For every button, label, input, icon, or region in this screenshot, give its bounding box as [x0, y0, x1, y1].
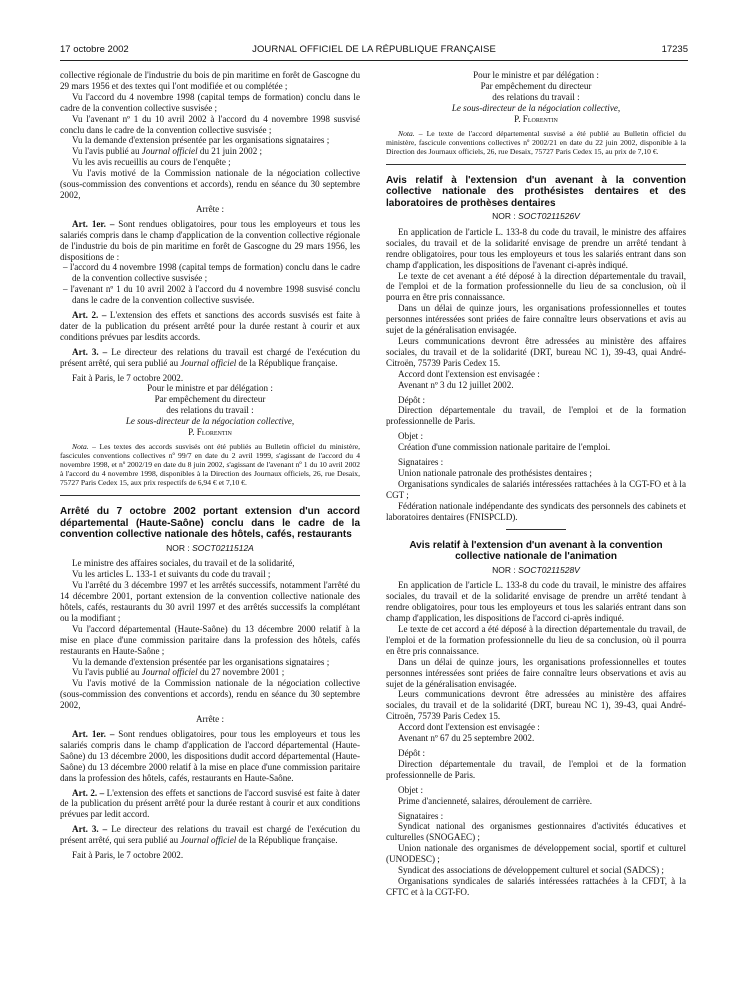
paragraph: Leurs communications devront être adressées au ministère des affaires sociales, du travail et de la solidarité (DRT, bureau NC 1), 39-43, quai André-Citroën, 75739 Paris Cedex 15. [386, 689, 686, 722]
paragraph: Avenant nº 3 du 12 juillet 2002. [398, 379, 514, 390]
fait-line: Fait à Paris, le 7 octobre 2002. [72, 372, 184, 383]
right-column [386, 70, 686, 898]
paragraph: Direction départementale du travail, de l'emploi et de la formation professionnelle de Paris. [386, 405, 686, 427]
section-title: Avis relatif à l'extension d'un avenant à la convention collective nationale de l'animation [409, 539, 663, 562]
paragraph: Vu l'avis publié au Journal officiel du 27 novembre 2001 ; [72, 667, 285, 678]
signature-line: Par empêchement du directeur [154, 394, 266, 405]
header-date: 17 octobre 2002 [60, 44, 129, 55]
paragraph: Avenant nº 67 du 25 septembre 2002. [398, 733, 535, 744]
paragraph: Leurs communications devront être adressées au ministère des affaires sociales, du travail et de la solidarité (DRT, bureau NC 1), 39-43, quai André-Citroën, 75739 Paris Cedex 15. [386, 336, 686, 368]
list-item: – l'accord du 4 novembre 1998 (capital temps de formation) conclu dans le cadre de la convention collective susvisée ; [63, 262, 360, 284]
paragraph: Dans un délai de quinze jours, les organisations professionnelles et toutes personnes intéressées sont priées de faire connaître leurs observations et avis au sujet de la généralisation envisagée. [386, 656, 686, 689]
nor-reference: NOR : SOCT0211528V [492, 564, 580, 575]
signature-title: Le sous-directeur de la négociation collective, [125, 416, 295, 427]
paragraph: Accord dont l'extension est envisagée : [398, 722, 540, 733]
paragraph: Vu la demande d'extension présentée par les organisations signataires ; [72, 135, 330, 146]
paragraph: Fédération nationale indépendante des syndicats des personnels des cabinets et laboratoires dentaires (FNISPCLD). [386, 500, 686, 522]
article-3: Art. 3. – Le directeur des relations du travail est chargé de l'exécution du présent arrêté, qui sera publié au Journal officiel de la République française. [60, 346, 360, 368]
header-page-number: 17235 [661, 44, 688, 55]
fait-line: Fait à Paris, le 7 octobre 2002. [72, 850, 184, 861]
article-1: Art. 1er. – Sont rendues obligatoires, pour tous les employeurs et tous les salariés compris dans le champ d'application de la convention collective régionale de l'industrie du bois de pin maritime en forêt de Gascogne du 29 mars 1956, les dispositions de : [60, 218, 360, 262]
paragraph: Création d'une commission nationale paritaire de l'emploi. [398, 442, 611, 453]
signature-line: des relations du travail : [492, 91, 580, 102]
paragraph: Prime d'ancienneté, salaires, déroulement de carrière. [398, 795, 593, 806]
paragraph: Direction départementale du travail, de l'emploi et de la formation professionnelle de Paris. [386, 758, 686, 780]
nor-reference: NOR : SOCT0211526V [492, 211, 580, 222]
paragraph: Syndicat des associations de développement culturel et social (SADCS) ; [398, 865, 664, 876]
paragraph: Vu les articles L. 133-1 et suivants du code du travail ; [72, 569, 271, 580]
article-2: Art. 2. – L'extension des effets et sanctions des accords susvisés est faite à dater de la publication du présent arrêté pour la durée restant à courir et aux conditions prévues par lesdits accords. [60, 310, 360, 342]
signature-name: P. Florentin [188, 427, 232, 438]
paragraph: Vu l'accord du 4 novembre 1998 (capital temps de formation) conclu dans le cadre de la convention collective susvisée ; [60, 91, 360, 113]
article-1: Art. 1er. – Sont rendues obligatoires, pour tous les employeurs et tous les salariés compris dans le champ d'application de l'accord départemental (Haute-Saône) du 13 décembre 2000, les dispositions dudit accord départemental (Haute-Saône) du 13 décembre 2000 relatif à la mise en place d'une commission paritaire dans la profession des hôtels, cafés, restaurants en Haute-Saône. [60, 729, 360, 783]
header-rule [60, 60, 688, 61]
nor-reference: NOR : SOCT0211512A [166, 542, 254, 553]
signature-title: Le sous-directeur de la négociation collective, [451, 102, 621, 113]
paragraph: Accord dont l'extension est envisagée : [398, 368, 540, 379]
paragraph: Le texte de cet avenant a été déposé à la direction départementale du travail, de l'emploi et de la formation professionnelle du lieu de sa conclusion, où il pourra en être pris connaissance. [386, 270, 686, 303]
paragraph: Union nationale des organismes de développement social, sportif et culturel (UNODESC) ; [386, 843, 686, 865]
paragraph: Dépôt : [398, 394, 426, 405]
paragraph: Vu l'avis publié au Journal officiel du 21 juin 2002 ; [72, 146, 263, 157]
paragraph: Organisations syndicales de salariés intéressées rattachées à la CGT-FO et à la CGT ; [386, 478, 686, 500]
left-column [60, 70, 360, 861]
paragraph: Vu l'arrêté du 3 décembre 1997 et les arrêtés successifs, notamment l'arrêté du 14 décembre 2001, portant extension de la convention collective nationale des hôtels, cafés, restaurants du 30 avril 1997 et des arrêtés successifs la complétant ou la modifiant ; [60, 580, 360, 623]
paragraph: Vu l'avis motivé de la Commission nationale de la négociation collective (sous-commission des conventions et accords), rendu en séance du 30 septembre 2002, [60, 168, 360, 200]
article-2: Art. 2. – L'extension des effets et sanctions de l'accord susvisé est faite à dater de la publication du présent arrêté pour la durée restant à courir et aux conditions prévues par ledit accord. [60, 787, 360, 820]
paragraph: Dans un délai de quinze jours, les organisations professionnelles et toutes personnes intéressées sont priées de faire connaître leurs observations et avis au sujet de la généralisation envisagée. [386, 303, 686, 336]
signature-line: Pour le ministre et par délégation : [473, 70, 599, 80]
signature-name: P. Florentin [514, 113, 558, 124]
paragraph: Vu les avis recueillis au cours de l'enquête ; [72, 157, 231, 168]
paragraph: Syndicat national des organismes gestionnaires d'activités éducatives et culturelles (SNOGAEC) ; [386, 821, 686, 843]
paragraph: Le texte de cet accord a été déposé à la direction départementale du travail, de l'emploi et de la formation professionnelle du lieu de sa conclusion, où il pourra en être pris connaissance. [386, 624, 686, 656]
nota: Nota. – Les textes des accords susvisés ont été publiés au Bulletin officiel du ministère, fascicules conventions collectives nº 99/7 en date du 2 avril 1999, s'agissant de l'accord du 4 novembre 1998, et nº 2002/19 en date du 8 juin 2002, s'agissant de l'avenant nº 1 du 10 avril 2002 à l'accord du 4 novembre 1998, disponibles à la Direction des Journaux officiels, 26, rue Desaix, 75727 Paris Cedex 15, aux prix respectifs de 6,94 € et 7,10 €. [60, 442, 360, 487]
paragraph: En application de l'article L. 133-8 du code du travail, le ministre des affaires sociales, du travail et de la solidarité envisage de prendre un arrêté tendant à rendre obligatoires, pour tous les employeurs et tous les salariés entrant dans son champ d'application, les dispositions de l'accord ci-après indiqué. [386, 580, 686, 624]
section-divider [386, 164, 686, 165]
paragraph: Vu la demande d'extension présentée par les organisations signataires ; [72, 656, 330, 667]
paragraph: Le ministre des affaires sociales, du travail et de la solidarité, [72, 558, 295, 569]
header-title: JOURNAL OFFICIEL DE LA RÉPUBLIQUE FRANÇAISE [252, 44, 496, 55]
page-header [60, 44, 688, 60]
nota: Nota. – Le texte de l'accord départemental susvisé a été publié au Bulletin officiel du ministère, fascicule conventions collectives nº 2002/21 en date du 22 juin 2002, disponible à la Direction des Journaux officiels, 26, rue Desaix, 75727 Paris Cedex 15, au prix de 7,10 €. [386, 128, 686, 156]
paragraph: Organisations syndicales de salariés intéressées rattachées à la CFDT, à la CFTC et à la CGT-FO. [386, 875, 686, 897]
arrete-label: Arrête : [195, 203, 225, 214]
article-3: Art. 3. – Le directeur des relations du travail est chargé de l'exécution du présent arrêté, qui sera publié au Journal officiel de la République française. [60, 824, 360, 846]
paragraph: Vu l'avis motivé de la Commission nationale de la négociation collective (sous-commission des conventions et accords), rendu en séance du 30 septembre 2002, [60, 678, 360, 711]
paragraph: Vu l'avenant nº 1 du 10 avril 2002 à l'accord du 4 novembre 1998 susvisé conclu dans le cadre de la convention collective susvisée ; [60, 113, 360, 135]
signature-line: Par empêchement du directeur [480, 80, 592, 91]
short-divider [506, 529, 566, 530]
paragraph: En application de l'article L. 133-8 du code du travail, le ministre des affaires sociales, du travail et de la solidarité envisage de prendre un arrêté tendant à rendre obligatoires, pour tous les employeurs et tous les salariés entrant dans son champ d'application, les dispositions de l'avenant ci-après indiqué. [386, 226, 686, 270]
paragraph: Signataires : [398, 810, 444, 821]
signature-line: des relations du travail : [166, 405, 254, 416]
paragraph: Union nationale patronale des prothésistes dentaires ; [398, 467, 592, 478]
section-divider [60, 495, 360, 496]
signature-line: Pour le ministre et par délégation : [147, 383, 273, 394]
paragraph: Vu l'accord départemental (Haute-Saône) du 13 décembre 2000 relatif à la mise en place d'une commission paritaire dans la profession des hôtels, cafés restaurants en Haute-Saône ; [60, 623, 360, 656]
section-title: Avis relatif à l'extension d'un avenant à la convention collective nationale des prothésistes dentaires et des laboratoires de prothèses dentaires [386, 174, 686, 209]
list-item: – l'avenant nº 1 du 10 avril 2002 à l'accord du 4 novembre 1998 susvisé conclu dans le cadre de la convention collective susvisée. [63, 284, 360, 306]
paragraph: Objet : [398, 431, 424, 442]
paragraph: Objet : [398, 784, 424, 795]
paragraph: Dépôt : [398, 748, 426, 758]
section-title: Arrêté du 7 octobre 2002 portant extension d'un accord départemental (Haute-Saône) conclu dans le cadre de la convention collective nationale des hôtels, cafés, restaurants [60, 506, 360, 540]
arrete-label: Arrête : [195, 714, 225, 725]
paragraph: collective régionale de l'industrie du bois de pin maritime en forêt de Gascogne du 29 mars 1956 et des textes qui l'ont modifiée et ou complétée ; [60, 70, 360, 91]
paragraph: Signataires : [398, 457, 444, 468]
